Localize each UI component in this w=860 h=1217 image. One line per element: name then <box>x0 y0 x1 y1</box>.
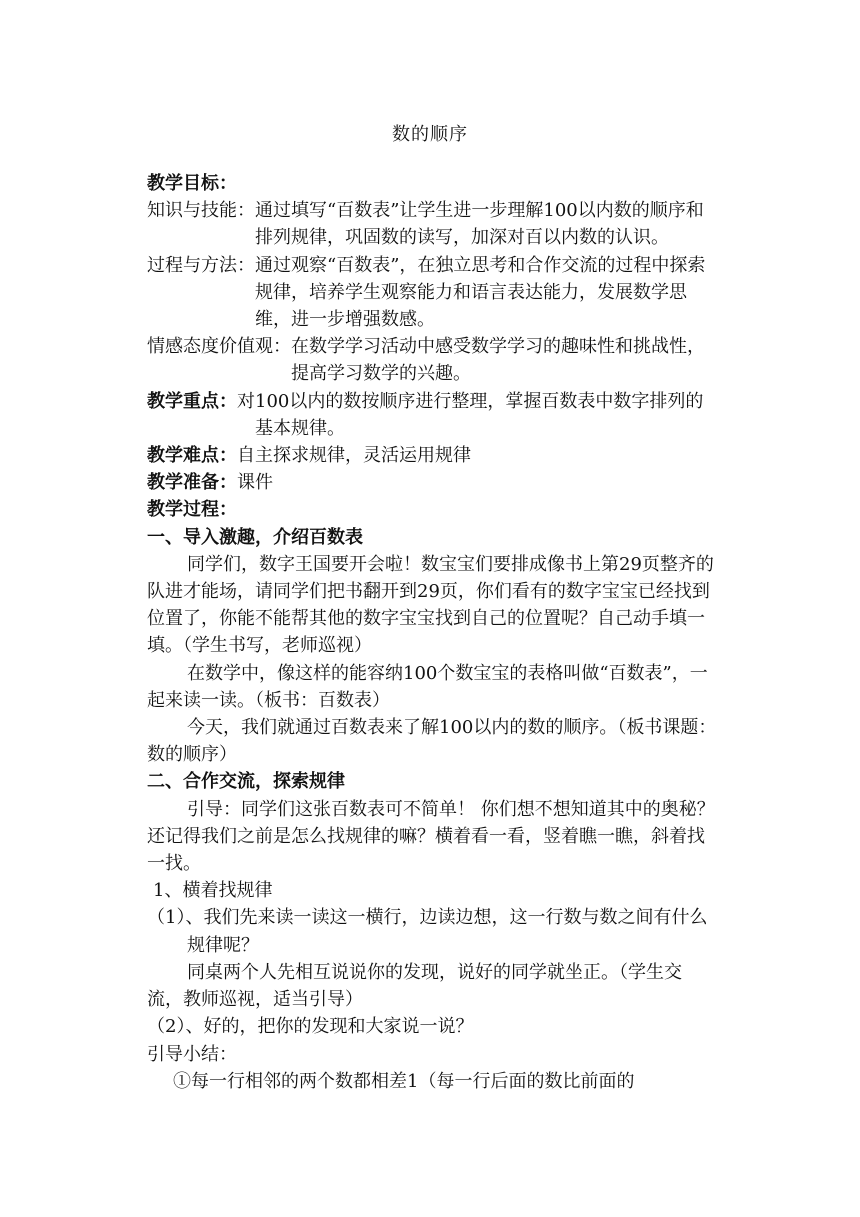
objective-process <box>147 252 717 334</box>
summary-item1: ①每一行相邻的两个数都相差1（每一行后面的数比前面的 <box>173 1070 635 1092</box>
key-point-text: 对100以内的数按顺序进行整理，掌握百数表中数字排列的基本规律。 <box>237 390 704 439</box>
section1-heading: 一、导入激趣，介绍百数表 <box>147 526 363 548</box>
preparation <box>147 469 717 496</box>
section2-paragraph: 同桌两个人先相互说说你的发现，说好的同学就坐正。（学生交流，教师巡视，适当引导） <box>147 961 682 1011</box>
section1-paragraph: 同学们，数字王国要开会啦！数宝宝们要排成像书上第29页整齐的队进才能场，请同学们把书翻开到29页，你们看有的数字宝宝已经找到位置了，你能不能帮其他的数字宝宝找到自己的位置呢？自己动手填一填。（学生书写，老师巡视） <box>147 553 714 657</box>
objectives-heading: 教学目标： <box>147 173 237 194</box>
section2-item1: 1、横着找规律 <box>153 880 273 902</box>
document-title: 数的顺序 <box>392 124 468 145</box>
objective-label: 过程与方法： <box>147 254 255 276</box>
section2-intro: 引导：同学们这张百数表可不简单！ 你们想不想知道其中的奥秘？还记得我们之前是怎么找规律的嘛？横着看一看，竖着瞧一瞧，斜着找一找。 <box>147 798 715 875</box>
key-point-label: 教学重点： <box>147 390 237 412</box>
objective-label: 知识与技能： <box>147 200 255 222</box>
objective-label: 情感态度价值观： <box>147 336 291 358</box>
section1-paragraph: 在数学中，像这样的能容纳100个数宝宝的表格叫做“百数表”，一起来读一读。（板书：百数表） <box>147 662 708 711</box>
difficulty <box>147 442 717 469</box>
objective-knowledge <box>147 197 717 251</box>
key-point <box>147 388 717 442</box>
preparation-label: 教学准备： <box>147 472 237 494</box>
section2-step1: （1）、我们先来读一读这一横行，边读边想，这一行数与数之间有什么规律呢？ <box>147 907 708 956</box>
objective-emotion <box>147 333 717 387</box>
objective-text: 在数学学习活动中感受数学学习的趣味性和挑战性，提高学习数学的兴趣。 <box>291 336 705 385</box>
section1-paragraph: 今天，我们就通过百数表来了解100以内的数的顺序。（板书课题：数的顺序） <box>147 717 717 766</box>
document-body <box>147 170 717 1095</box>
difficulty-text: 自主探求规律，灵活运用规律 <box>237 445 471 467</box>
section2-heading: 二、合作交流，探索规律 <box>147 771 345 793</box>
summary-label: 引导小结： <box>147 1043 237 1065</box>
objective-text: 通过观察“百数表”，在独立思考和合作交流的过程中探索规律，培养学生观察能力和语言表达能力，发展数学思维，进一步增强数感。 <box>255 254 706 331</box>
process-heading: 教学过程： <box>147 499 237 521</box>
difficulty-label: 教学难点： <box>147 445 237 467</box>
section2-step2: （2）、好的，把你的发现和大家说一说？ <box>147 1016 474 1038</box>
objective-text: 通过填写“百数表”让学生进一步理解100以内数的顺序和排列规律，巩固数的读写，加深对百以内数的认识。 <box>255 200 704 249</box>
preparation-text: 课件 <box>237 472 273 494</box>
